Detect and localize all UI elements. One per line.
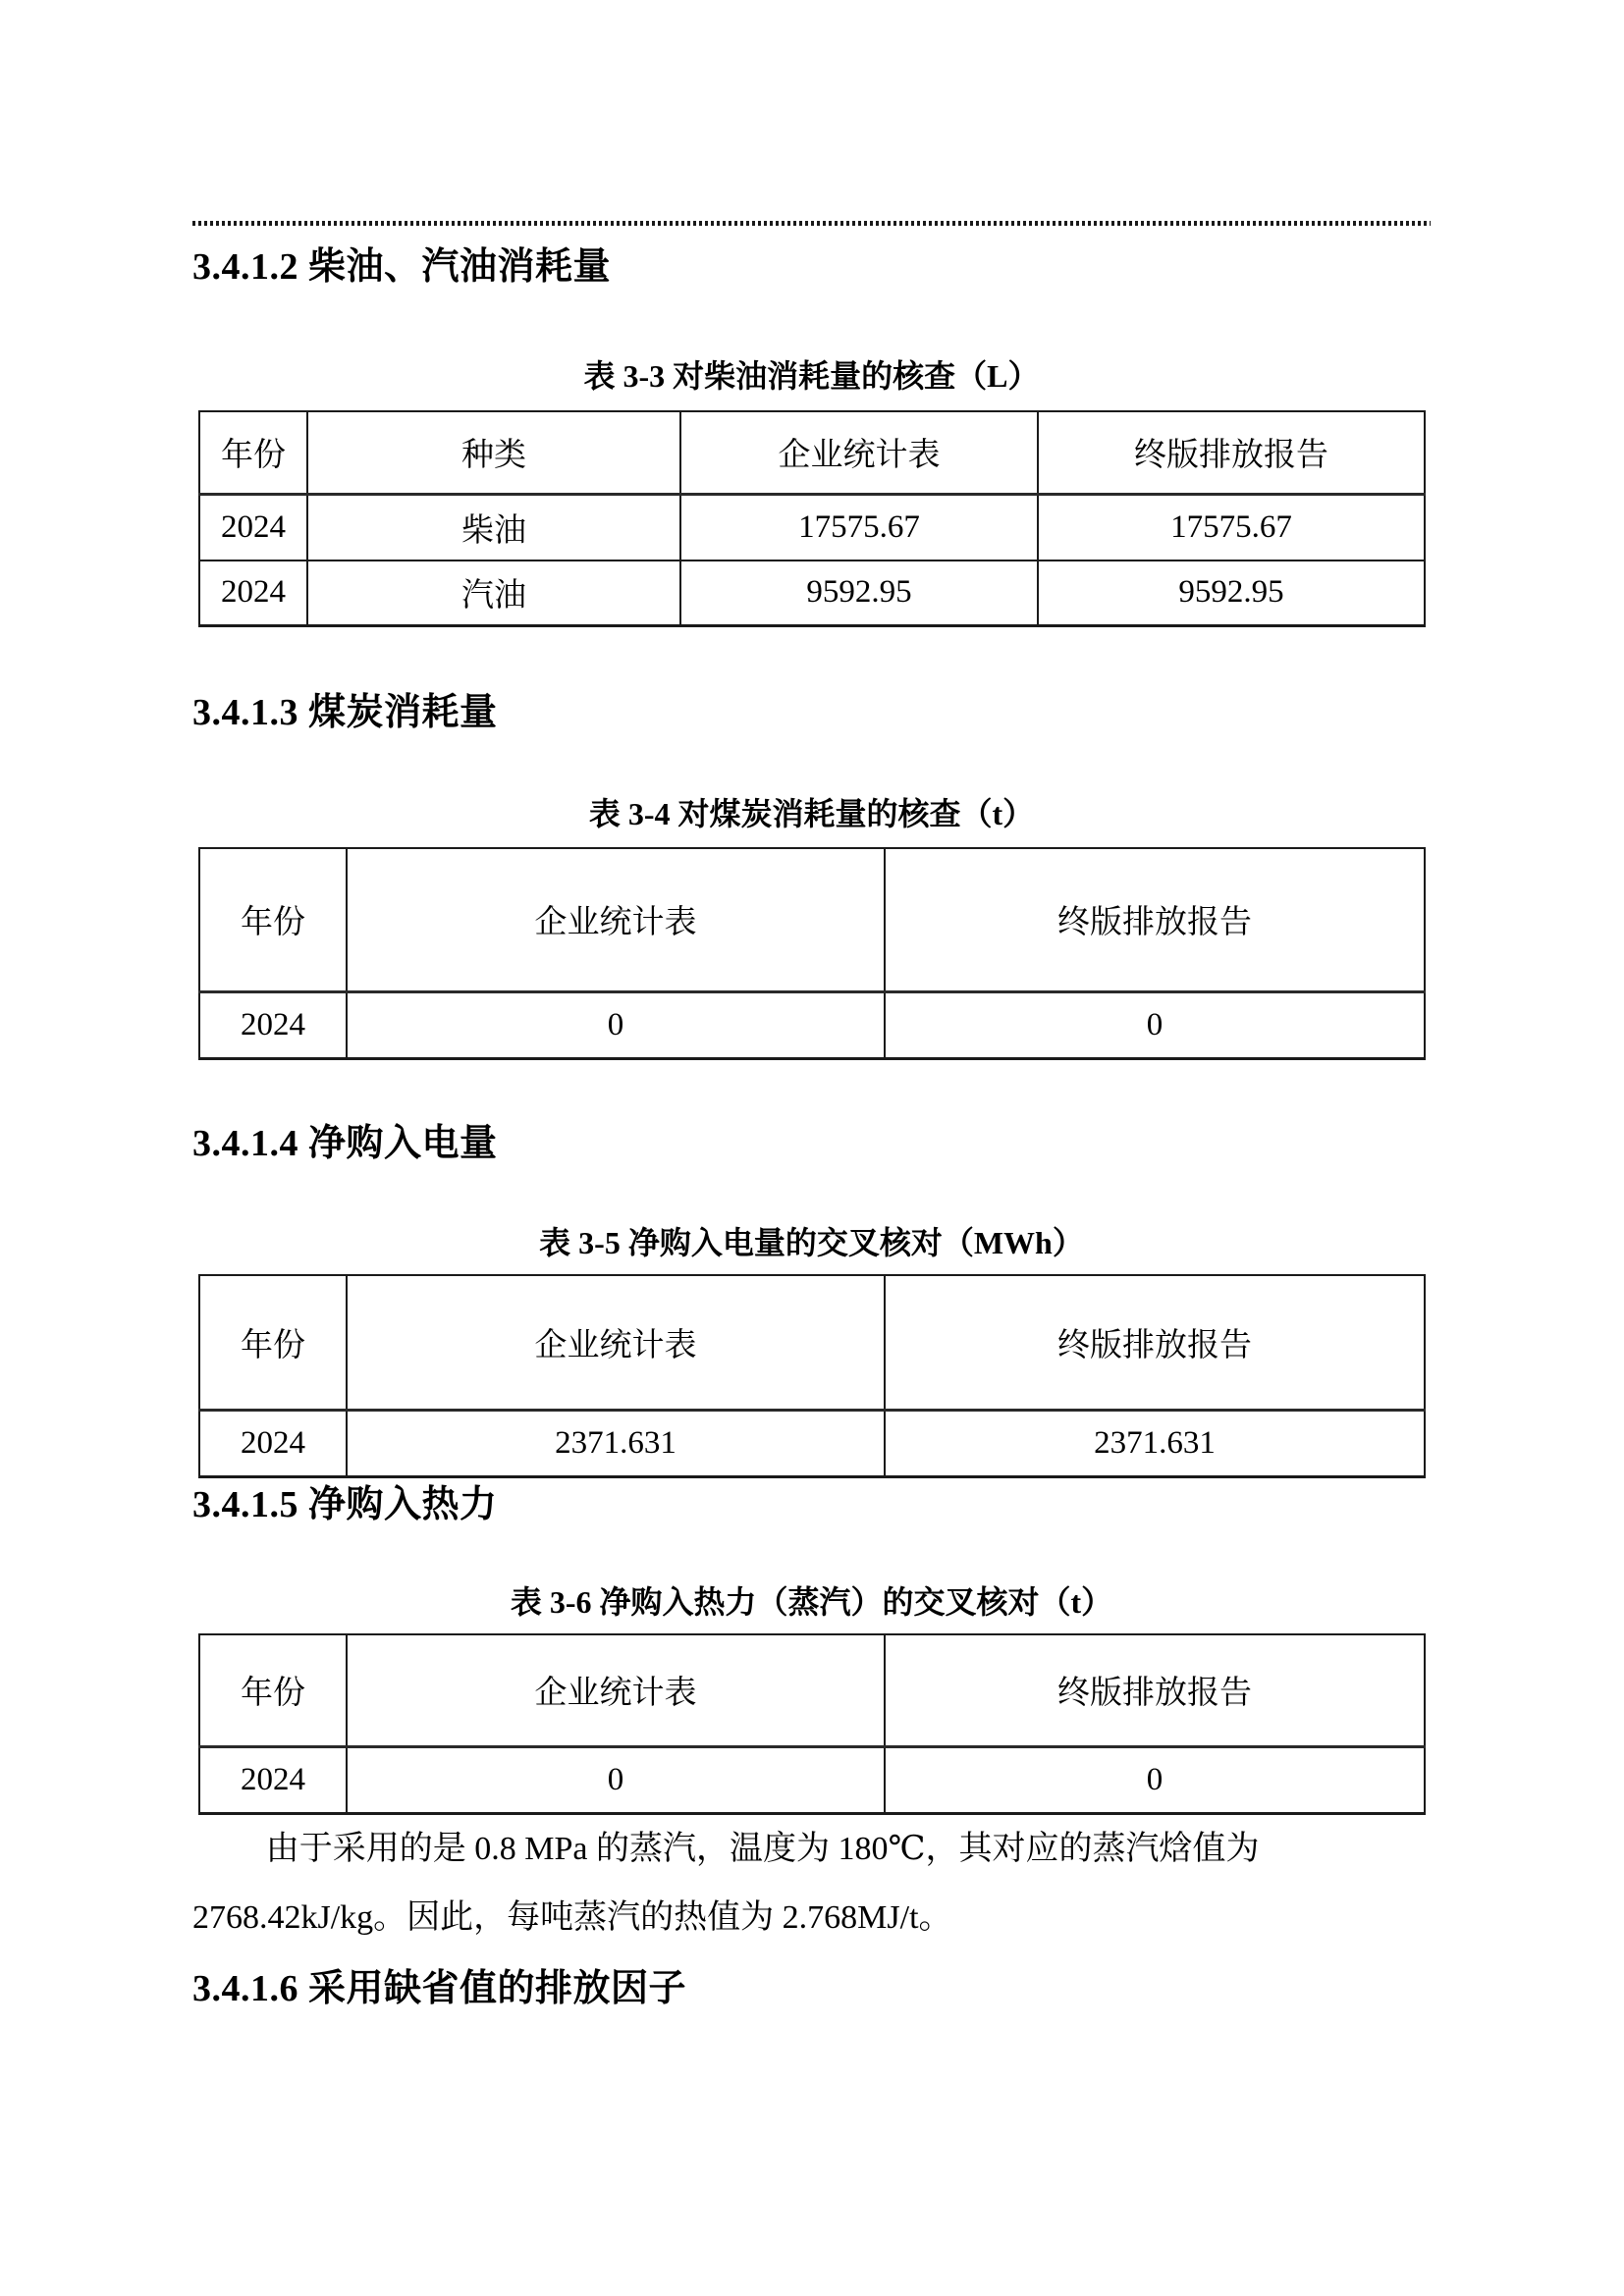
col-header-fuel-type: 种类 xyxy=(307,411,680,494)
cell-final-report: 17575.67 xyxy=(1038,494,1425,561)
section-heading-3-4-1-5: 3.4.1.5 净购入热力 xyxy=(192,1483,498,1525)
section-heading-3-4-1-6: 3.4.1.6 采用缺省值的排放因子 xyxy=(192,1968,687,2009)
cell-enterprise-stats: 17575.67 xyxy=(680,494,1038,561)
table-row xyxy=(199,1410,1425,1476)
cell-enterprise-stats: 0 xyxy=(347,1747,885,1814)
cell-year: 2024 xyxy=(199,561,307,625)
table-3-4 xyxy=(198,847,1426,1061)
col-header-enterprise-stats: 企业统计表 xyxy=(347,1634,885,1747)
section-heading-3-4-1-2: 3.4.1.2 柴油、汽油消耗量 xyxy=(192,246,612,288)
table-row xyxy=(199,992,1425,1059)
col-header-enterprise-stats: 企业统计表 xyxy=(347,848,885,992)
paragraph-line-2: 2768.42kJ/kg。因此，每吨蒸汽的热值为 2.768MJ/t。 xyxy=(192,1899,952,1936)
table-3-4-header-row xyxy=(199,848,1425,992)
cell-fuel-type: 柴油 xyxy=(307,494,680,561)
col-header-final-report: 终版排放报告 xyxy=(885,848,1425,992)
table-3-6 xyxy=(198,1633,1426,1816)
cell-final-report: 0 xyxy=(885,992,1425,1059)
col-header-year: 年份 xyxy=(199,1634,347,1747)
col-header-year: 年份 xyxy=(199,411,307,494)
table-3-5-caption: 表 3-5 净购入电量的交叉核对（MWh） xyxy=(539,1225,1084,1260)
col-header-enterprise-stats: 企业统计表 xyxy=(347,1275,885,1410)
section-heading-3-4-1-3: 3.4.1.3 煤炭消耗量 xyxy=(192,691,498,733)
section-heading-3-4-1-4: 3.4.1.4 净购入电量 xyxy=(192,1123,498,1164)
cell-enterprise-stats: 2371.631 xyxy=(347,1410,885,1476)
cell-final-report: 9592.95 xyxy=(1038,561,1425,625)
col-header-final-report: 终版排放报告 xyxy=(885,1275,1425,1410)
steam-note-paragraph xyxy=(192,1815,1431,1952)
dashed-separator xyxy=(192,221,1431,226)
table-row xyxy=(199,561,1425,625)
document-content xyxy=(192,0,1431,2013)
cell-final-report: 2371.631 xyxy=(885,1410,1425,1476)
cell-final-report: 0 xyxy=(885,1747,1425,1814)
table-3-5-header-row xyxy=(199,1275,1425,1410)
paragraph-line-1: 由于采用的是 0.8 MPa 的蒸汽，温度为 180℃，其对应的蒸汽焓值为 xyxy=(265,1831,1260,1867)
col-header-year: 年份 xyxy=(199,848,347,992)
table-row xyxy=(199,494,1425,561)
table-3-3-caption: 表 3-3 对柴油消耗量的核查（L） xyxy=(583,358,1040,394)
col-header-final-report: 终版排放报告 xyxy=(885,1634,1425,1747)
table-3-6-header-row xyxy=(199,1634,1425,1747)
table-3-4-caption: 表 3-4 对煤炭消耗量的核查（t） xyxy=(588,795,1035,831)
table-3-3-header-row xyxy=(199,411,1425,494)
col-header-year: 年份 xyxy=(199,1275,347,1410)
cell-fuel-type: 汽油 xyxy=(307,561,680,625)
col-header-final-report: 终版排放报告 xyxy=(1038,411,1425,494)
col-header-enterprise-stats: 企业统计表 xyxy=(680,411,1038,494)
cell-year: 2024 xyxy=(199,1410,347,1476)
table-3-3 xyxy=(198,410,1426,627)
cell-enterprise-stats: 0 xyxy=(347,992,885,1059)
cell-year: 2024 xyxy=(199,1747,347,1814)
cell-year: 2024 xyxy=(199,494,307,561)
table-3-5 xyxy=(198,1274,1426,1478)
cell-enterprise-stats: 9592.95 xyxy=(680,561,1038,625)
cell-year: 2024 xyxy=(199,992,347,1059)
table-3-6-caption: 表 3-6 净购入热力（蒸汽）的交叉核对（t） xyxy=(510,1583,1113,1620)
table-row xyxy=(199,1747,1425,1814)
